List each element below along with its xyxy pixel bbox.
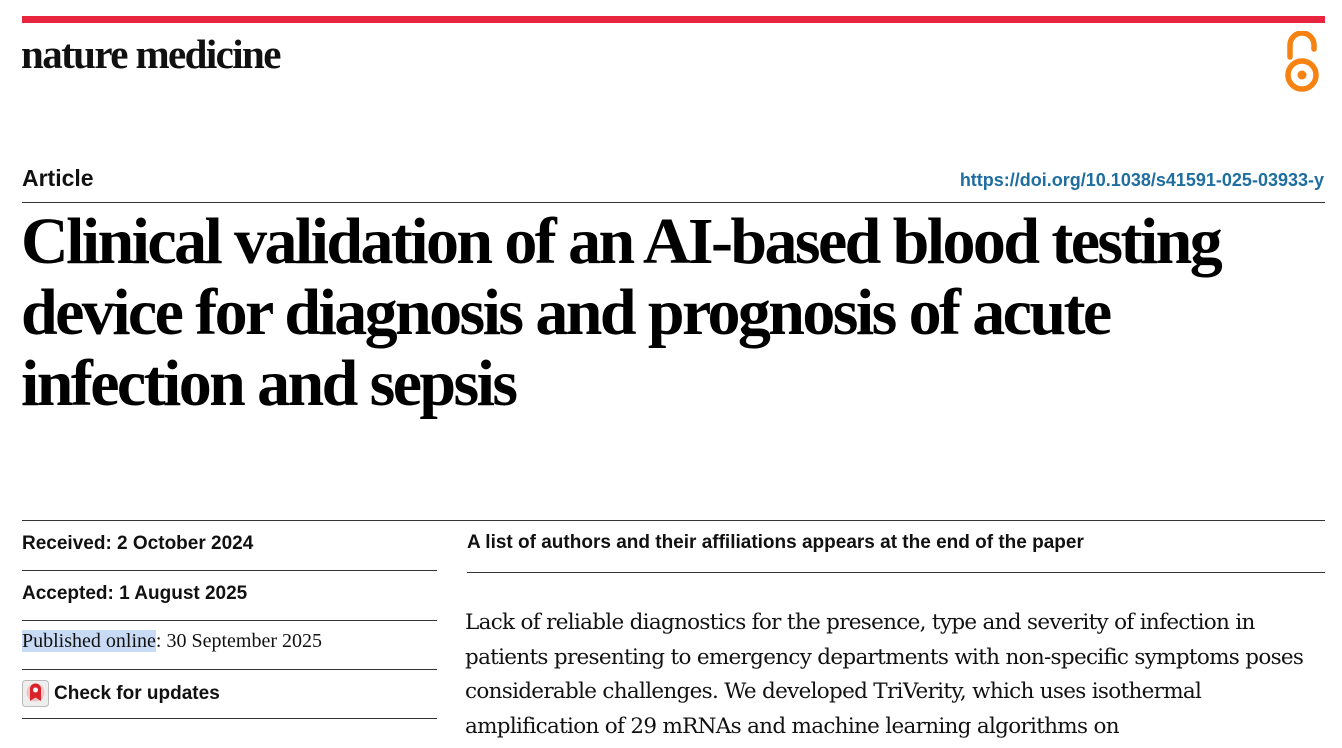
check-for-updates-button[interactable] <box>22 680 437 707</box>
article-title: Clinical validation of an AI-based blood testing device for diagnosis and prognosis of acute infection and sepsis <box>21 205 1221 420</box>
open-access-icon <box>1282 31 1322 93</box>
check-updates-label: Check for updates <box>54 682 220 704</box>
divider <box>22 202 1325 203</box>
divider <box>22 520 1325 521</box>
published-date <box>22 630 437 653</box>
divider <box>22 718 437 719</box>
top-accent-bar <box>22 16 1325 23</box>
doi-link[interactable]: https://doi.org/10.1038/s41591-025-03933-y <box>959 170 1324 190</box>
divider <box>467 572 1325 573</box>
published-label: Published online <box>22 630 156 652</box>
published-value: : 30 September 2025 <box>155 630 322 652</box>
journal-name: nature medicine <box>21 31 280 77</box>
divider <box>22 620 437 621</box>
authors-note: A list of authors and their affiliations appears at the end of the paper <box>467 532 1084 553</box>
divider <box>22 570 437 571</box>
article-type: Article <box>22 165 94 191</box>
abstract-text: Lack of reliable diagnostics for the presence, type and severity of infection in patients presenting to emergency departments with non-specific symptoms poses considerable challenges. We developed TriVerity, which uses isothermal amplification of 29 mRNAs and machine learning algorithms on <box>465 610 1304 739</box>
accepted-date: Accepted: 1 August 2025 <box>22 583 248 604</box>
check-updates-icon <box>22 680 49 707</box>
received-date: Received: 2 October 2024 <box>22 533 254 554</box>
divider <box>22 669 437 670</box>
